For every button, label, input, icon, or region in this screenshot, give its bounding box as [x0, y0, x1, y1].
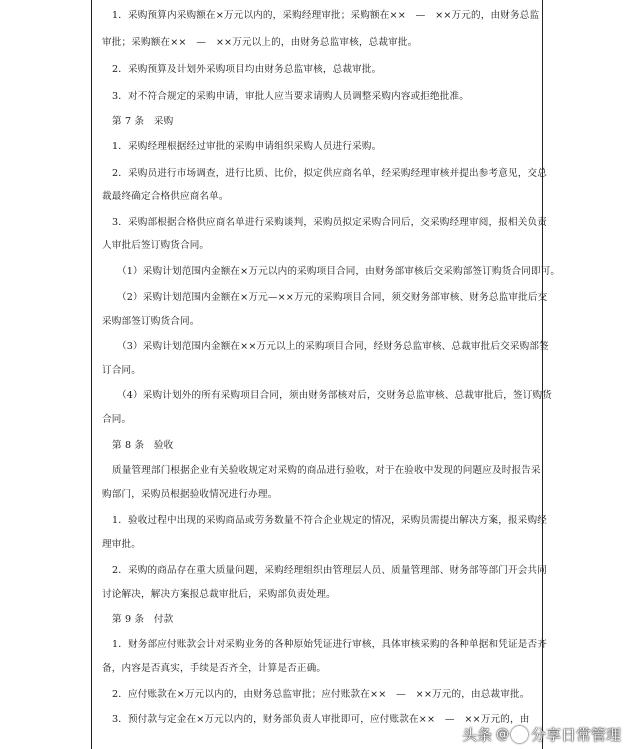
text-line: （4）采购计划外的所有采购项目合同，须由财务部核对后，交财务总监审核、总裁审批后，签订购货 — [117, 390, 552, 401]
text-line: 人审批后签订购货合同。 — [102, 240, 210, 251]
text-line: （1）采购计划范围内金额在×万元以内的采购项目合同，由财务部审核后交采购部签订购货合同即可。 — [117, 266, 561, 277]
text-line: （3）采购计划范围内金额在××万元以上的采购项目合同，经财务总监审核、总裁审批后交采购部签 — [117, 341, 549, 352]
text-line: 合同。 — [102, 414, 132, 425]
text-line: 1．采购经理根据经过审批的采购申请组织采购人员进行采购。 — [112, 141, 382, 152]
watermark-at: @ — [495, 727, 509, 742]
text-line: 购部门，采购员根据验收情况进行办理。 — [102, 489, 278, 500]
document-page — [91, 0, 561, 749]
text-line: 2．应付账款在×万元以内的，由财务总监审批；应付账款在×× — ××万元的，由总裁审批。 — [112, 689, 530, 700]
text-line: 3．预付款与定金在×万元以内的，财务部负责人审批即可，应付账款在×× — ××万元的，由 — [112, 714, 530, 725]
text-line: 质量管理部门根据企业有关验收规定对采购的商品进行验收，对于在验收中发现的问题应及时报告采 — [112, 465, 541, 476]
text-line: 订合同。 — [102, 365, 141, 376]
text-line: 2．采购员进行市场调查，进行比质、比价，拟定供应商名单，经采购经理审核并提出参考意见，交总 — [112, 168, 547, 179]
text-line: 1．采购预算内采购额在×万元以内的，采购经理审批；采购额在×× — ××万元的，由财务总监 — [112, 10, 540, 21]
text-line: 1．验收过程中出现的采购商品或劳务数量不符合企业规定的情况，采购员需提出解决方案，报采购经 — [112, 515, 547, 526]
text-line: 讨论解决，解决方案报总裁审批后，采购部负责处理。 — [102, 589, 336, 600]
text-line: 理审批。 — [102, 539, 141, 550]
watermark-brand: 头条 — [461, 726, 492, 744]
avatar-icon — [511, 726, 528, 743]
text-line: 采购部签订购货合同。 — [102, 316, 200, 327]
text-line: 2．采购的商品存在重大质量问题，采购经理组织由管理层人员、质量管理部、财务部等部门开会共同 — [112, 565, 547, 576]
article-heading: 第 7 条 采购 — [112, 116, 174, 127]
text-line: 备，内容是否真实，手续是否齐全，计算是否正确。 — [102, 663, 327, 674]
text-line: 1．财务部应付账款会计对采购业务的各种原始凭证进行审核，具体审核采购的各种单据和凭证是否齐 — [112, 639, 547, 650]
text-line: 审批；采购额在×× — ××万元以上的，由财务总监审核，总裁审批。 — [102, 37, 418, 48]
article-heading: 第 9 条 付款 — [112, 614, 174, 625]
text-line: 2．采购预算及计划外采购项目均由财务总监审核，总裁审批。 — [112, 64, 382, 75]
text-line: 3．对不符合规定的采购申请，审批人应当要求请购人员调整采购内容或拒绝批准。 — [112, 91, 470, 102]
article-heading: 第 8 条 验收 — [112, 440, 174, 451]
watermark-account: 分享日常管理 — [530, 726, 621, 744]
text-line: （2）采购计划范围内金额在×万元—××万元的采购项目合同，须交财务部审核、财务总监审批后交 — [117, 292, 548, 303]
watermark — [462, 724, 621, 745]
text-line: 3．采购部根据合格供应商名单进行采购谈判，采购员拟定采购合同后，交采购经理审阅，报相关负责 — [112, 217, 547, 228]
text-line: 裁最终确定合格供应商名单。 — [102, 191, 229, 202]
